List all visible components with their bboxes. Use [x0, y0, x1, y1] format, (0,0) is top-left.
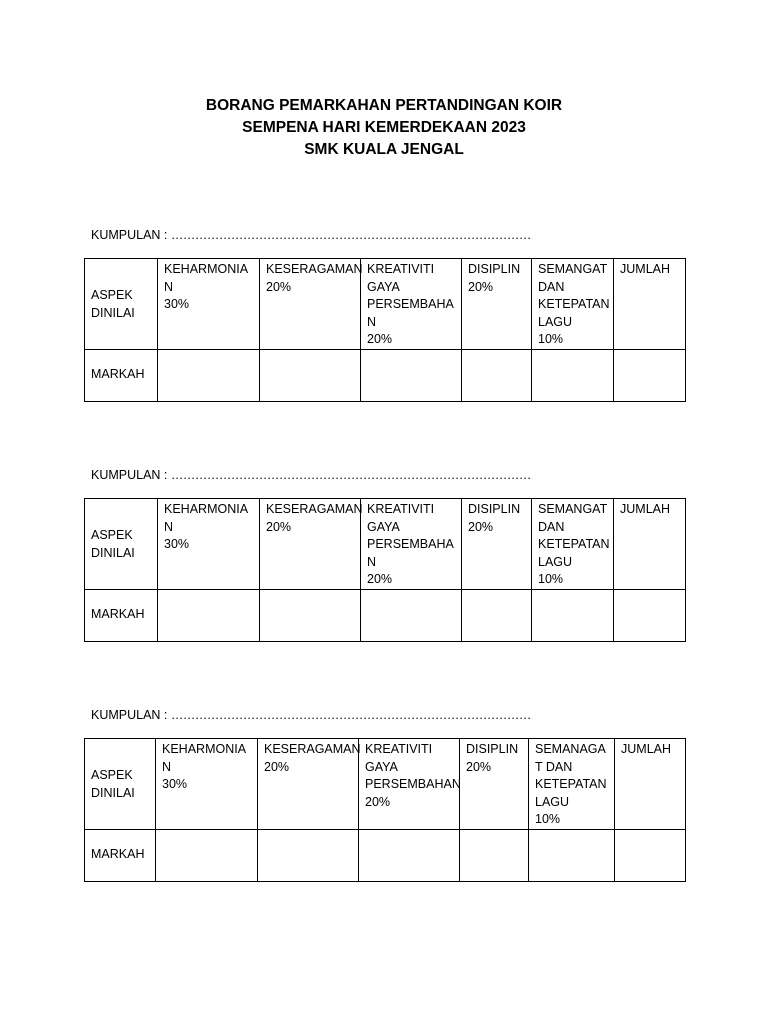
header-disiplin: DISIPLIN 20% [460, 739, 529, 830]
header-semangat: SEMANAGA T DAN KETEPATAN LAGU 10% [529, 739, 615, 830]
aspek-label-cell: ASPEK DINILAI [85, 739, 156, 830]
markah-row [85, 349, 686, 401]
header-keharmonian: KEHARMONIA N 30% [158, 259, 260, 350]
header-disiplin: DISIPLIN 20% [462, 259, 532, 350]
header-semangat: SEMANGAT DAN KETEPATAN LAGU 10% [532, 499, 614, 590]
score-table-1 [84, 258, 686, 402]
header-jumlah: JUMLAH [614, 499, 686, 590]
header-keseragaman: KESERAGAMAN 20% [258, 739, 359, 830]
markah-cell-keharmonian[interactable] [158, 349, 260, 401]
header-kreativiti: KREATIVITI GAYA PERSEMBAHA N 20% [361, 499, 462, 590]
title-line-2: SEMPENA HARI KEMERDEKAAN 2023 [242, 119, 526, 136]
markah-cell-keharmonian[interactable] [156, 829, 258, 881]
aspek-row [85, 499, 686, 590]
aspek-label-cell: ASPEK DINILAI [85, 259, 158, 350]
page-title [0, 95, 768, 161]
kumpulan-field-2[interactable] [91, 467, 531, 483]
kumpulan-label: KUMPULAN : [91, 708, 168, 722]
markah-cell-disiplin[interactable] [462, 589, 532, 641]
kumpulan-field-1[interactable] [91, 227, 531, 243]
kumpulan-field-3[interactable] [91, 707, 531, 723]
kumpulan-blank-line[interactable]: ……………………………………………………………………………… [170, 468, 531, 482]
markah-cell-keharmonian[interactable] [158, 589, 260, 641]
header-jumlah: JUMLAH [615, 739, 686, 830]
header-semangat: SEMANGAT DAN KETEPATAN LAGU 10% [532, 259, 614, 350]
header-keseragaman: KESERAGAMAN 20% [260, 499, 361, 590]
markah-cell-keseragaman[interactable] [258, 829, 359, 881]
header-kreativiti: KREATIVITI GAYA PERSEMBAHA N 20% [361, 259, 462, 350]
markah-label-cell: MARKAH [85, 589, 158, 641]
header-keseragaman: KESERAGAMAN 20% [260, 259, 361, 350]
markah-cell-semangat[interactable] [532, 589, 614, 641]
markah-cell-disiplin[interactable] [462, 349, 532, 401]
title-line-3: SMK KUALA JENGAL [304, 141, 464, 158]
header-kreativiti: KREATIVITI GAYA PERSEMBAHAN 20% [359, 739, 460, 830]
markah-cell-semangat[interactable] [529, 829, 615, 881]
markah-cell-keseragaman[interactable] [260, 349, 361, 401]
markah-cell-kreativiti[interactable] [359, 829, 460, 881]
markah-cell-keseragaman[interactable] [260, 589, 361, 641]
markah-label-cell: MARKAH [85, 349, 158, 401]
kumpulan-blank-line[interactable]: ……………………………………………………………………………… [170, 708, 531, 722]
kumpulan-label: KUMPULAN : [91, 228, 168, 242]
markah-cell-jumlah[interactable] [614, 589, 686, 641]
kumpulan-label: KUMPULAN : [91, 468, 168, 482]
markah-cell-semangat[interactable] [532, 349, 614, 401]
title-line-1: BORANG PEMARKAHAN PERTANDINGAN KOIR [205, 97, 563, 114]
header-keharmonian: KEHARMONIA N 30% [156, 739, 258, 830]
markah-row [85, 829, 686, 881]
aspek-row [85, 739, 686, 830]
markah-cell-kreativiti[interactable] [361, 349, 462, 401]
header-jumlah: JUMLAH [614, 259, 686, 350]
header-keharmonian: KEHARMONIA N 30% [158, 499, 260, 590]
markah-cell-jumlah[interactable] [615, 829, 686, 881]
aspek-label-cell: ASPEK DINILAI [85, 499, 158, 590]
kumpulan-blank-line[interactable]: ……………………………………………………………………………… [170, 228, 531, 242]
markah-cell-disiplin[interactable] [460, 829, 529, 881]
markah-cell-kreativiti[interactable] [361, 589, 462, 641]
header-disiplin: DISIPLIN 20% [462, 499, 532, 590]
markah-row [85, 589, 686, 641]
score-table-2 [84, 498, 686, 642]
markah-label-cell: MARKAH [85, 829, 156, 881]
markah-cell-jumlah[interactable] [614, 349, 686, 401]
score-table-3 [84, 738, 686, 882]
aspek-row [85, 259, 686, 350]
